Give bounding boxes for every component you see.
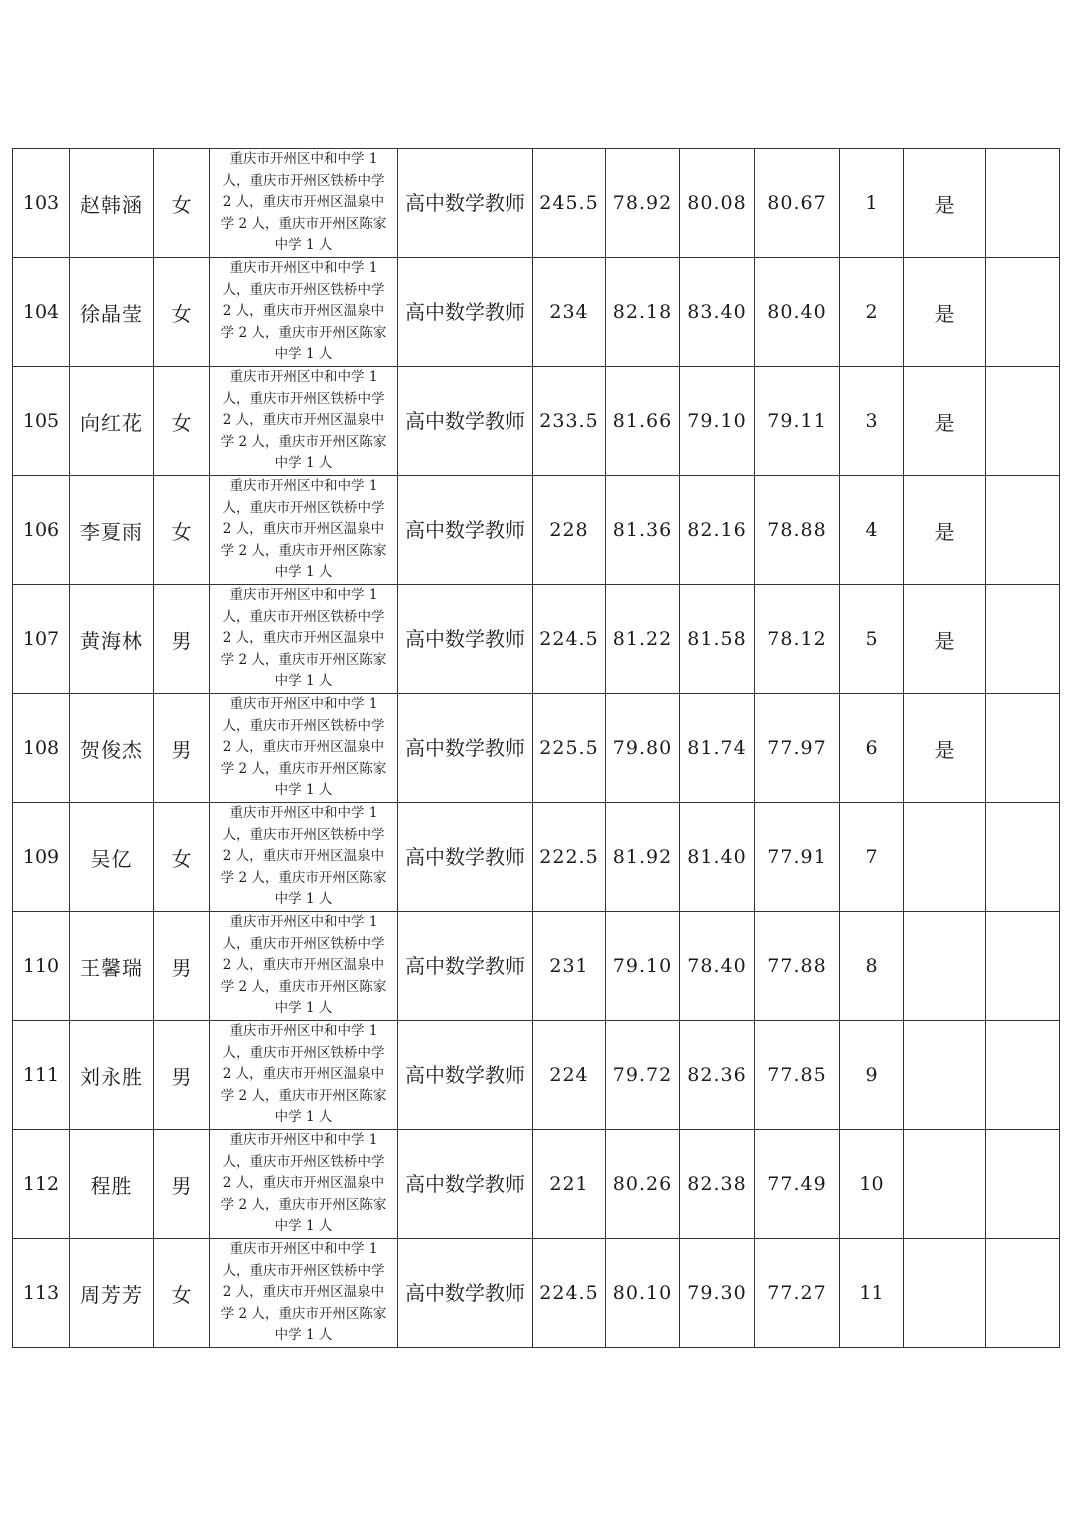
table-row	[13, 367, 1060, 476]
school-line: 人，重庆市开州区铁桥中学	[222, 608, 385, 625]
cell-total-score: 80.67	[755, 149, 840, 258]
cell-score-2: 81.66	[606, 367, 680, 476]
school-line: 2 人，重庆市开州区温泉中	[222, 1284, 385, 1301]
table-row	[13, 149, 1060, 258]
school-line: 学 2 人，重庆市开州区陈家	[220, 542, 387, 559]
table-row	[13, 694, 1060, 803]
cell-number: 106	[13, 476, 70, 585]
table-row	[13, 803, 1060, 912]
school-line: 重庆市开州区中和中学 1	[229, 369, 378, 386]
cell-name: 徐晶莹	[70, 258, 154, 367]
cell-score-1: 224	[533, 1021, 606, 1130]
cell-gender: 男	[154, 694, 210, 803]
cell-rank: 1	[840, 149, 904, 258]
school-line: 中学 1 人	[274, 237, 333, 254]
cell-school	[210, 912, 398, 1021]
cell-qualified: 是	[904, 585, 986, 694]
cell-total-score: 77.27	[755, 1239, 840, 1348]
cell-score-3: 81.58	[680, 585, 755, 694]
cell-gender: 男	[154, 585, 210, 694]
table-row	[13, 1239, 1060, 1348]
cell-score-2: 79.72	[606, 1021, 680, 1130]
table-row	[13, 258, 1060, 367]
cell-note	[986, 694, 1060, 803]
school-line: 重庆市开州区中和中学 1	[229, 1132, 378, 1149]
school-line: 人，重庆市开州区铁桥中学	[222, 1044, 385, 1061]
cell-total-score: 78.88	[755, 476, 840, 585]
cell-gender: 男	[154, 912, 210, 1021]
cell-total-score: 77.88	[755, 912, 840, 1021]
cell-qualified: 是	[904, 258, 986, 367]
cell-score-3: 78.40	[680, 912, 755, 1021]
cell-post: 高中数学教师	[398, 149, 533, 258]
cell-gender: 女	[154, 258, 210, 367]
cell-number: 105	[13, 367, 70, 476]
school-line: 学 2 人，重庆市开州区陈家	[220, 215, 387, 232]
cell-note	[986, 476, 1060, 585]
cell-total-score: 77.91	[755, 803, 840, 912]
cell-rank: 6	[840, 694, 904, 803]
school-line: 2 人，重庆市开州区温泉中	[222, 848, 385, 865]
school-line: 学 2 人，重庆市开州区陈家	[220, 651, 387, 668]
school-line: 人，重庆市开州区铁桥中学	[222, 826, 385, 843]
cell-score-1: 225.5	[533, 694, 606, 803]
cell-score-1: 221	[533, 1130, 606, 1239]
cell-score-2: 80.10	[606, 1239, 680, 1348]
school-line: 人，重庆市开州区铁桥中学	[222, 1262, 385, 1279]
table-row	[13, 585, 1060, 694]
cell-note	[986, 1130, 1060, 1239]
school-line: 人，重庆市开州区铁桥中学	[222, 281, 385, 298]
cell-post: 高中数学教师	[398, 912, 533, 1021]
cell-school	[210, 1239, 398, 1348]
cell-number: 112	[13, 1130, 70, 1239]
cell-note	[986, 585, 1060, 694]
cell-note	[986, 912, 1060, 1021]
cell-note	[986, 1021, 1060, 1130]
cell-score-2: 81.22	[606, 585, 680, 694]
cell-school	[210, 803, 398, 912]
school-line: 重庆市开州区中和中学 1	[229, 151, 378, 168]
cell-score-3: 82.38	[680, 1130, 755, 1239]
school-line: 重庆市开州区中和中学 1	[229, 260, 378, 277]
cell-school	[210, 476, 398, 585]
cell-post: 高中数学教师	[398, 694, 533, 803]
cell-school	[210, 258, 398, 367]
cell-school	[210, 694, 398, 803]
school-line: 中学 1 人	[274, 1218, 333, 1235]
cell-score-1: 234	[533, 258, 606, 367]
school-line: 重庆市开州区中和中学 1	[229, 914, 378, 931]
cell-post: 高中数学教师	[398, 803, 533, 912]
cell-rank: 3	[840, 367, 904, 476]
cell-rank: 10	[840, 1130, 904, 1239]
cell-school	[210, 367, 398, 476]
cell-score-3: 81.74	[680, 694, 755, 803]
school-line: 2 人，重庆市开州区温泉中	[222, 412, 385, 429]
cell-total-score: 80.40	[755, 258, 840, 367]
cell-name: 周芳芳	[70, 1239, 154, 1348]
school-line: 人，重庆市开州区铁桥中学	[222, 172, 385, 189]
cell-score-3: 79.30	[680, 1239, 755, 1348]
school-line: 中学 1 人	[274, 564, 333, 581]
cell-gender: 女	[154, 803, 210, 912]
cell-gender: 女	[154, 1239, 210, 1348]
cell-score-2: 81.36	[606, 476, 680, 585]
cell-qualified: 是	[904, 476, 986, 585]
cell-post: 高中数学教师	[398, 585, 533, 694]
cell-post: 高中数学教师	[398, 258, 533, 367]
cell-total-score: 79.11	[755, 367, 840, 476]
cell-name: 李夏雨	[70, 476, 154, 585]
cell-post: 高中数学教师	[398, 476, 533, 585]
cell-post: 高中数学教师	[398, 1130, 533, 1239]
table-row	[13, 1021, 1060, 1130]
cell-gender: 男	[154, 1130, 210, 1239]
table-row	[13, 912, 1060, 1021]
cell-score-3: 82.16	[680, 476, 755, 585]
cell-note	[986, 149, 1060, 258]
school-line: 重庆市开州区中和中学 1	[229, 696, 378, 713]
cell-rank: 9	[840, 1021, 904, 1130]
cell-total-score: 77.97	[755, 694, 840, 803]
cell-gender: 女	[154, 367, 210, 476]
cell-qualified: 是	[904, 149, 986, 258]
cell-post: 高中数学教师	[398, 1021, 533, 1130]
table-body	[13, 149, 1060, 1348]
cell-score-3: 83.40	[680, 258, 755, 367]
school-line: 人，重庆市开州区铁桥中学	[222, 1153, 385, 1170]
cell-score-2: 78.92	[606, 149, 680, 258]
school-line: 学 2 人，重庆市开州区陈家	[220, 760, 387, 777]
cell-score-1: 233.5	[533, 367, 606, 476]
school-line: 中学 1 人	[274, 1327, 333, 1344]
results-table	[12, 148, 1060, 1348]
school-line: 2 人，重庆市开州区温泉中	[222, 1175, 385, 1192]
school-line: 学 2 人，重庆市开州区陈家	[220, 1087, 387, 1104]
school-line: 学 2 人，重庆市开州区陈家	[220, 324, 387, 341]
cell-number: 110	[13, 912, 70, 1021]
school-line: 重庆市开州区中和中学 1	[229, 805, 378, 822]
cell-qualified	[904, 1239, 986, 1348]
cell-gender: 女	[154, 149, 210, 258]
cell-name: 王馨瑞	[70, 912, 154, 1021]
cell-rank: 7	[840, 803, 904, 912]
cell-score-2: 82.18	[606, 258, 680, 367]
school-line: 人，重庆市开州区铁桥中学	[222, 935, 385, 952]
school-line: 重庆市开州区中和中学 1	[229, 478, 378, 495]
cell-qualified: 是	[904, 367, 986, 476]
school-line: 人，重庆市开州区铁桥中学	[222, 390, 385, 407]
school-line: 中学 1 人	[274, 673, 333, 690]
school-line: 重庆市开州区中和中学 1	[229, 1023, 378, 1040]
school-line: 学 2 人，重庆市开州区陈家	[220, 869, 387, 886]
cell-school	[210, 149, 398, 258]
school-line: 中学 1 人	[274, 891, 333, 908]
school-line: 人，重庆市开州区铁桥中学	[222, 717, 385, 734]
cell-name: 吴亿	[70, 803, 154, 912]
cell-score-3: 81.40	[680, 803, 755, 912]
school-line: 学 2 人，重庆市开州区陈家	[220, 978, 387, 995]
cell-score-1: 224.5	[533, 585, 606, 694]
cell-number: 113	[13, 1239, 70, 1348]
cell-school	[210, 585, 398, 694]
cell-number: 104	[13, 258, 70, 367]
cell-score-1: 222.5	[533, 803, 606, 912]
cell-total-score: 77.85	[755, 1021, 840, 1130]
school-line: 2 人，重庆市开州区温泉中	[222, 1066, 385, 1083]
cell-note	[986, 367, 1060, 476]
cell-name: 程胜	[70, 1130, 154, 1239]
cell-total-score: 78.12	[755, 585, 840, 694]
school-line: 学 2 人，重庆市开州区陈家	[220, 1305, 387, 1322]
school-line: 中学 1 人	[274, 346, 333, 363]
cell-rank: 5	[840, 585, 904, 694]
cell-school	[210, 1021, 398, 1130]
cell-rank: 11	[840, 1239, 904, 1348]
cell-score-2: 80.26	[606, 1130, 680, 1239]
school-line: 中学 1 人	[274, 455, 333, 472]
cell-number: 103	[13, 149, 70, 258]
school-line: 2 人，重庆市开州区温泉中	[222, 521, 385, 538]
cell-post: 高中数学教师	[398, 367, 533, 476]
school-line: 中学 1 人	[274, 782, 333, 799]
school-line: 2 人，重庆市开州区温泉中	[222, 957, 385, 974]
cell-note	[986, 258, 1060, 367]
cell-score-1: 231	[533, 912, 606, 1021]
cell-score-1: 224.5	[533, 1239, 606, 1348]
cell-rank: 4	[840, 476, 904, 585]
cell-total-score: 77.49	[755, 1130, 840, 1239]
school-line: 2 人，重庆市开州区温泉中	[222, 194, 385, 211]
school-line: 人，重庆市开州区铁桥中学	[222, 499, 385, 516]
cell-qualified	[904, 803, 986, 912]
cell-score-2: 79.80	[606, 694, 680, 803]
school-line: 学 2 人，重庆市开州区陈家	[220, 433, 387, 450]
cell-name: 赵韩涵	[70, 149, 154, 258]
school-line: 学 2 人，重庆市开州区陈家	[220, 1196, 387, 1213]
cell-name: 刘永胜	[70, 1021, 154, 1130]
cell-number: 109	[13, 803, 70, 912]
cell-post: 高中数学教师	[398, 1239, 533, 1348]
cell-score-3: 80.08	[680, 149, 755, 258]
cell-number: 107	[13, 585, 70, 694]
cell-school	[210, 1130, 398, 1239]
school-line: 重庆市开州区中和中学 1	[229, 1241, 378, 1258]
school-line: 2 人，重庆市开州区温泉中	[222, 630, 385, 647]
cell-number: 111	[13, 1021, 70, 1130]
cell-name: 贺俊杰	[70, 694, 154, 803]
cell-number: 108	[13, 694, 70, 803]
cell-score-3: 79.10	[680, 367, 755, 476]
cell-qualified	[904, 1021, 986, 1130]
school-line: 重庆市开州区中和中学 1	[229, 587, 378, 604]
cell-rank: 8	[840, 912, 904, 1021]
school-line: 2 人，重庆市开州区温泉中	[222, 739, 385, 756]
cell-name: 黄海林	[70, 585, 154, 694]
cell-score-2: 79.10	[606, 912, 680, 1021]
cell-note	[986, 803, 1060, 912]
cell-score-1: 228	[533, 476, 606, 585]
cell-rank: 2	[840, 258, 904, 367]
cell-qualified: 是	[904, 694, 986, 803]
cell-qualified	[904, 912, 986, 1021]
school-line: 2 人，重庆市开州区温泉中	[222, 303, 385, 320]
cell-score-1: 245.5	[533, 149, 606, 258]
school-line: 中学 1 人	[274, 1109, 333, 1126]
cell-name: 向红花	[70, 367, 154, 476]
cell-gender: 男	[154, 1021, 210, 1130]
cell-note	[986, 1239, 1060, 1348]
cell-score-3: 82.36	[680, 1021, 755, 1130]
table-row	[13, 476, 1060, 585]
cell-qualified	[904, 1130, 986, 1239]
table-row	[13, 1130, 1060, 1239]
cell-score-2: 81.92	[606, 803, 680, 912]
cell-gender: 女	[154, 476, 210, 585]
school-line: 中学 1 人	[274, 1000, 333, 1017]
